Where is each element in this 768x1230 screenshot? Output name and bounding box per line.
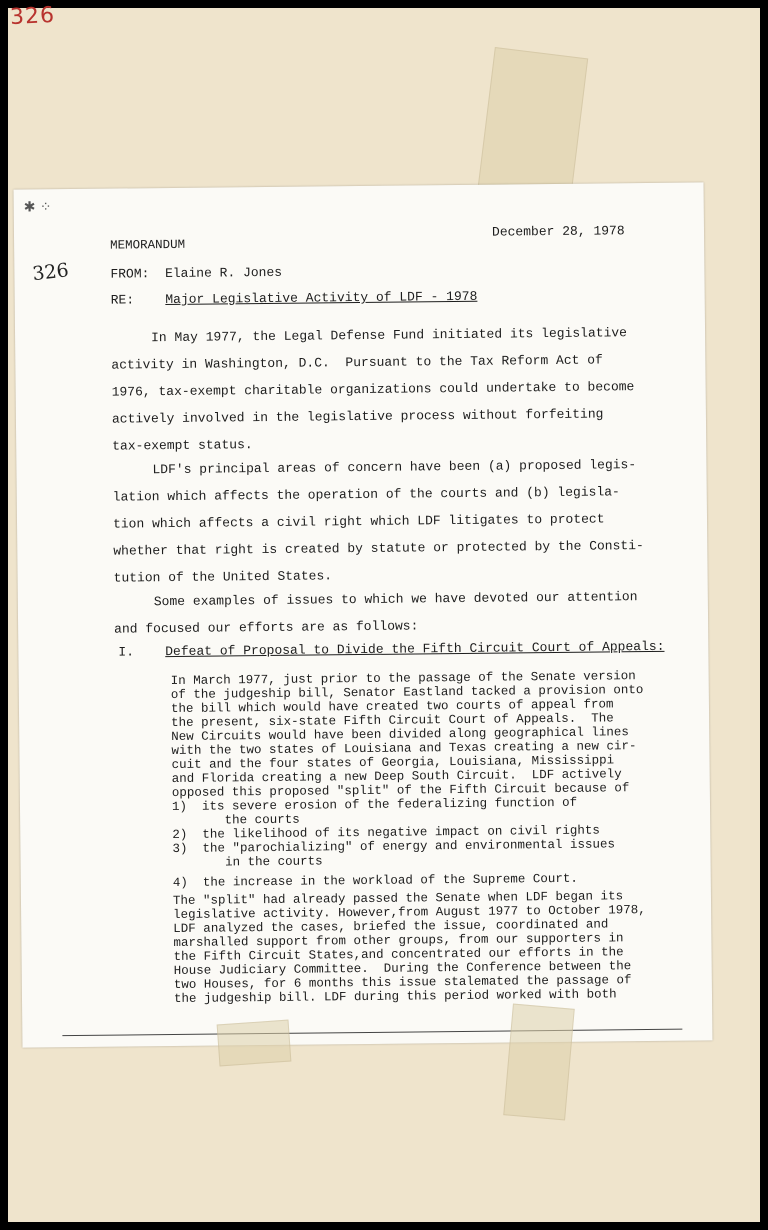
paragraph-line: whether that right is created by statute or protected by the Consti- — [113, 538, 644, 559]
re-subject: Major Legislative Activity of LDF - 1978 — [165, 288, 478, 308]
tape-strip-bottom — [503, 1004, 575, 1121]
memo-sheet — [14, 182, 713, 1047]
paragraph-line: two Houses, for 6 months this issue stalemated the passage of — [173, 973, 632, 993]
re-label: RE: — [110, 292, 135, 308]
reason-list-item: the courts — [172, 812, 300, 829]
bottom-edge-rule — [62, 1029, 682, 1036]
paragraph-line: cuit and the four states of Georgia, Louisiana, Mississippi — [171, 753, 615, 773]
handwritten-folio: 326 — [31, 259, 70, 286]
paragraph-line: marshalled support from other groups, from our supporters in — [173, 931, 624, 951]
paragraph-line: the Fifth Circuit States,and concentrated our efforts in the — [173, 945, 624, 965]
paragraph-line: of the judgeship bill, Senator Eastland tacked a provision onto — [170, 683, 644, 703]
tape-strip-middle — [217, 1020, 292, 1067]
reason-list-item: 4) the increase in the workload of the Supreme Court. — [172, 871, 578, 891]
from-value: Elaine R. Jones — [164, 264, 283, 282]
section-heading — [118, 639, 664, 660]
paragraph-line: New Circuits would have been divided along geographical lines — [171, 725, 629, 745]
section-number: I. — [118, 644, 135, 660]
paragraph-line: legislative activity. However,from August 1977 to October 1978, — [173, 903, 646, 923]
paragraph-line: In March 1977, just prior to the passage of the Senate version — [170, 669, 636, 689]
paragraph-concerns — [112, 451, 673, 592]
paragraph-intro — [111, 319, 672, 460]
reason-list-item: in the courts — [172, 854, 323, 871]
paragraph-line: the judgeship bill. LDF during this period worked with both — [173, 987, 617, 1006]
paragraph-line: activity in Washington, D.C. Pursuant to the Tax Reform Act of — [111, 352, 603, 373]
paragraph-split — [173, 889, 674, 1006]
paragraph-line: opposed this proposed "split" of the Fifth Circuit because of — [171, 781, 630, 801]
paragraph-line: In May 1977, the Legal Defense Fund initiated its legislative — [151, 325, 628, 346]
ink-marks: ✱ ⁘ — [23, 199, 52, 216]
folio-number-top: 326 — [9, 2, 56, 31]
reason-list-item: 2) the likelihood of its negative impact on civil rights — [172, 823, 600, 843]
reason-list-item: 1) its severe erosion of the federalizing function of — [171, 795, 578, 815]
paragraph-examples — [114, 583, 675, 643]
memo-label: MEMORANDUM — [110, 237, 186, 253]
paragraph-line: actively involved in the legislative process without forfeiting — [111, 406, 604, 427]
paragraph-line: 1976, tax-exempt charitable organizations could undertake to become — [111, 379, 635, 400]
paragraph-line: The "split" had already passed the Senate when LDF began its — [172, 889, 624, 909]
paragraph-line: tax-exempt status. — [112, 437, 253, 454]
paragraph-line: LDF analyzed the cases, briefed the issue, coordinated and — [173, 917, 609, 937]
from-line — [110, 265, 282, 282]
paragraph-line: tution of the United States. — [113, 568, 333, 586]
paragraph-line: House Judiciary Committee. During the Conference between the — [173, 959, 632, 979]
section-title: Defeat of Proposal to Divide the Fifth Circuit Court of Appeals: — [165, 638, 665, 660]
paragraph-line: and focused our efforts are as follows: — [114, 618, 419, 637]
paragraph-line: the bill which would have created two courts of appeal from — [170, 697, 614, 717]
paragraph-line: and Florida creating a new Deep South Circuit. LDF actively — [171, 767, 622, 787]
paragraph-line: tion which affects a civil right which LDF litigates to protect — [112, 511, 605, 532]
paragraph-line: LDF's principal areas of concern have been (a) proposed legis- — [152, 457, 637, 478]
paragraph-line: Some examples of issues to which we have devoted our attention — [153, 589, 638, 610]
reason-list-item: 3) the "parochializing" of energy and environmental issues — [172, 837, 616, 857]
memo-date: December 28, 1978 — [491, 223, 625, 240]
from-label: FROM: — [110, 266, 150, 282]
paragraph-fifth-circuit — [171, 669, 673, 890]
re-line — [111, 289, 478, 308]
paragraph-line: the present, six-state Fifth Circuit Court of Appeals. The — [171, 711, 614, 731]
paragraph-line: with the two states of Louisiana and Texas creating a new cir- — [171, 739, 637, 759]
paragraph-line: lation which affects the operation of the courts and (b) legisla- — [112, 484, 620, 505]
